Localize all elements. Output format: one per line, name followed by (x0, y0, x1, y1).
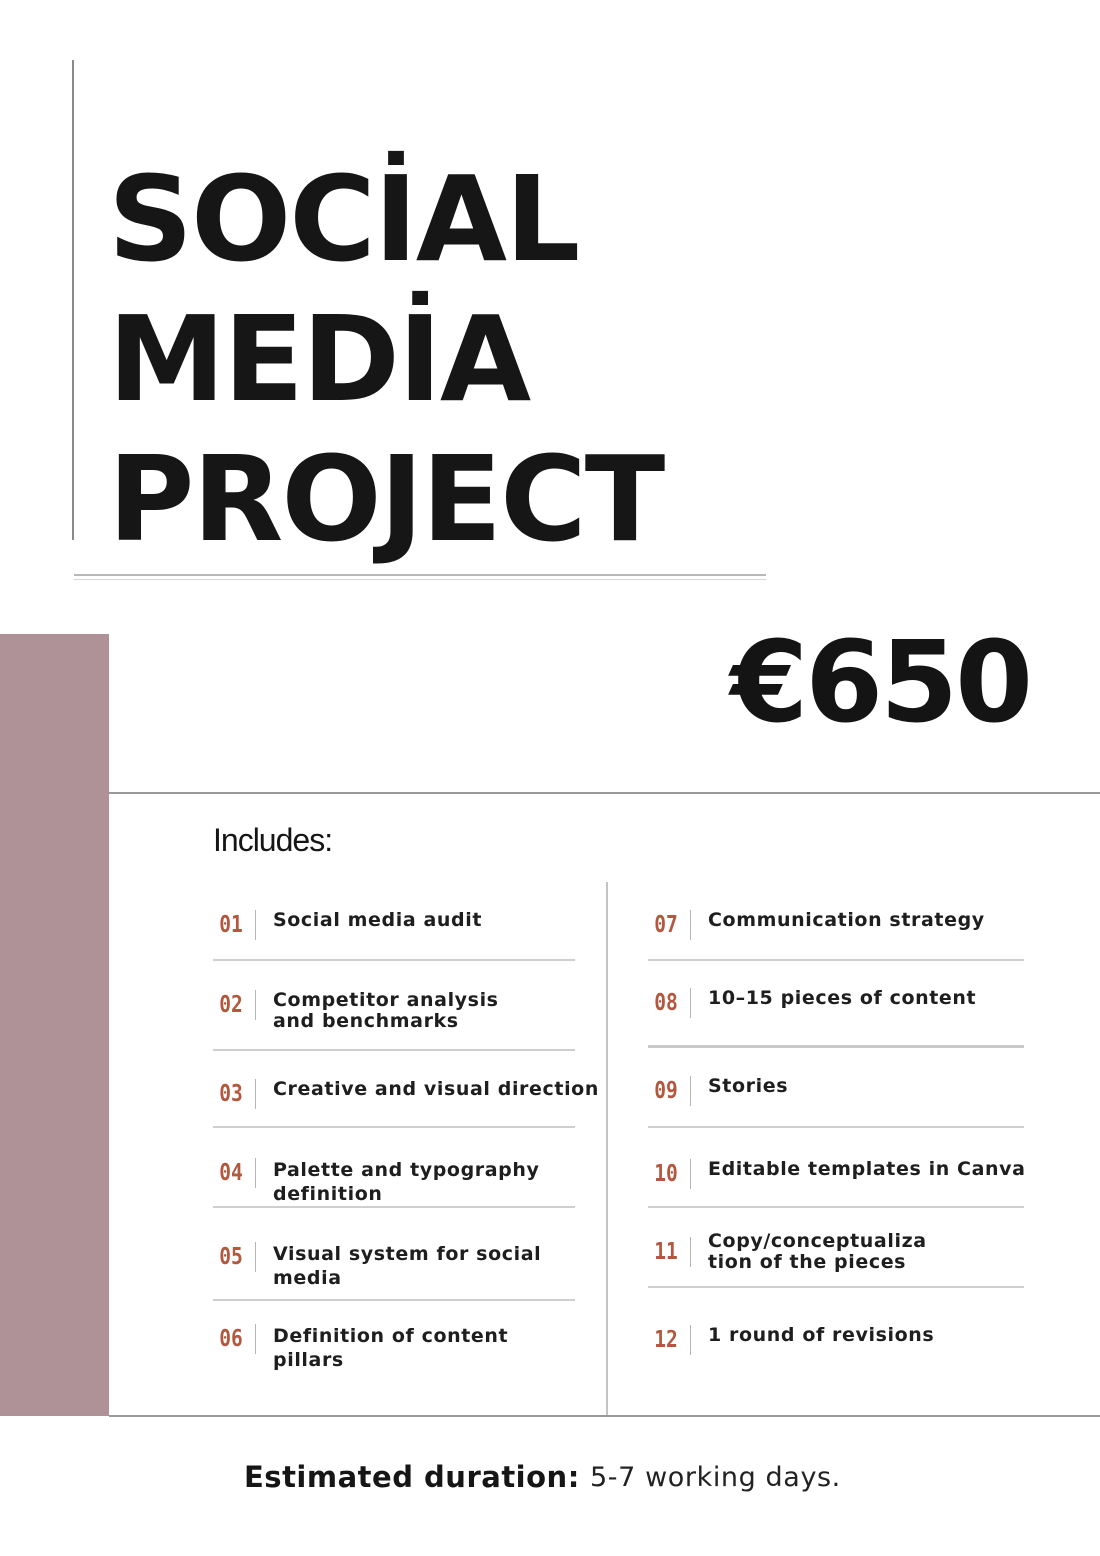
item-tick (255, 910, 256, 940)
item-number: 12 (654, 1327, 678, 1353)
item-tick (255, 1079, 256, 1109)
item-tick (255, 1242, 256, 1272)
includes-heading: Includes: (213, 822, 333, 858)
item-label-line: Copy/conceptualiza (708, 1230, 927, 1252)
item-separator (648, 1126, 1024, 1128)
item-separator (213, 959, 575, 961)
item-number: 03 (219, 1081, 243, 1107)
item-label-line: Social media audit (273, 909, 483, 931)
title-line-1: SOCİAL (108, 150, 579, 288)
item-number: 11 (654, 1239, 678, 1265)
item-separator (648, 1286, 1024, 1288)
item-number: 05 (219, 1244, 243, 1270)
list-bottom-rule (109, 1415, 1100, 1417)
item-label (273, 1079, 599, 1100)
item-label (273, 1324, 508, 1372)
item-label-line: media (273, 1267, 342, 1289)
item-label-line: Editable templates in Canva (708, 1158, 1026, 1180)
item-label-line: 1 round of revisions (708, 1324, 935, 1346)
item-separator (648, 1045, 1024, 1048)
item-number: 01 (219, 912, 243, 938)
item-number: 02 (219, 992, 243, 1018)
item-number: 07 (654, 912, 678, 938)
item-tick (690, 1159, 691, 1189)
item-label (273, 1158, 540, 1206)
price: €650 (730, 618, 1030, 748)
item-label-line: and benchmarks (273, 1010, 459, 1032)
item-tick (255, 990, 256, 1020)
item-label (708, 1325, 934, 1346)
item-label-line: Creative and visual direction (273, 1078, 599, 1100)
item-number: 09 (654, 1078, 678, 1104)
item-label (708, 910, 985, 931)
item-tick (255, 1324, 256, 1354)
item-tick (690, 1325, 691, 1355)
item-separator (213, 1049, 575, 1051)
item-number: 06 (219, 1326, 243, 1352)
column-divider (606, 882, 608, 1416)
item-tick (255, 1158, 256, 1188)
item-number: 08 (654, 990, 678, 1016)
item-label-line: Stories (708, 1075, 789, 1097)
item-label (708, 1231, 927, 1273)
duration-value: 5-7 working days. (590, 1462, 841, 1493)
item-separator (648, 1206, 1024, 1208)
item-label-line: Competitor analysis (273, 989, 499, 1011)
item-separator (213, 1206, 575, 1208)
item-label-line: pillars (273, 1349, 344, 1371)
left-vertical-rule (72, 60, 74, 540)
item-separator (648, 959, 1024, 961)
item-label-line: definition (273, 1183, 383, 1205)
item-label (708, 1076, 788, 1097)
item-label-line: Visual system for social (273, 1243, 542, 1265)
item-separator (213, 1126, 575, 1128)
item-label (273, 910, 482, 931)
title-line-3: PROJECT (108, 430, 664, 568)
item-label-line: Palette and typography (273, 1159, 540, 1181)
item-label-line: 10–15 pieces of content (708, 987, 977, 1009)
item-number: 04 (219, 1160, 243, 1186)
item-label (273, 990, 499, 1032)
item-label-line: Communication strategy (708, 909, 985, 931)
item-label (708, 988, 976, 1009)
item-separator (213, 1299, 575, 1301)
item-label-line: Definition of content (273, 1325, 509, 1347)
item-number: 10 (654, 1161, 678, 1187)
title-line-2: MEDİA (108, 290, 530, 428)
item-tick (690, 988, 691, 1018)
item-tick (690, 1237, 691, 1267)
duration-label: Estimated duration: (244, 1460, 580, 1494)
item-tick (690, 910, 691, 940)
item-label-line: tion of the pieces (708, 1251, 907, 1273)
item-tick (690, 1076, 691, 1106)
price-divider (109, 792, 1100, 794)
title-underline-secondary (74, 579, 766, 580)
item-label (273, 1242, 541, 1290)
item-label (708, 1159, 1026, 1180)
decorative-side-bar (0, 634, 109, 1416)
title-underline (74, 574, 766, 576)
